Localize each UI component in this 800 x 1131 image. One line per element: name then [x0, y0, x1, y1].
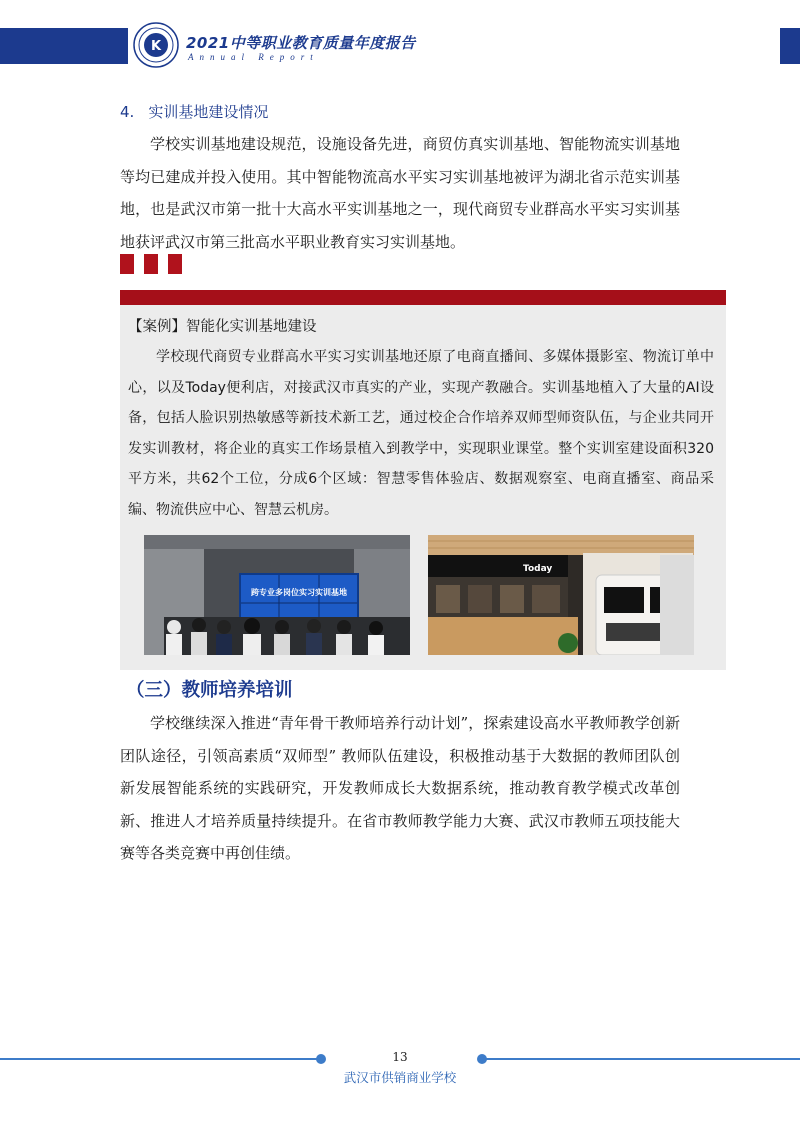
case-title: 【案例】智能化实训基地建设: [128, 319, 317, 335]
case-text: 学校现代商贸专业群高水平实习实训基地还原了电商直播间、多媒体摄影室、物流订单中心，以及Today便利店，对接武汉市真实的产业，实现产教融合。实训基地植入了大量的AI设备，包括人脸识别热敏感等新技术新工艺，通过校企合作培养双师型师资队伍，与企业共同开发实训教材，将企业的真实工作场景植入到教学中，实现职业课堂。整个实训室建设面积320平方米，共62个工位，分成6个区域：智慧零售体验店、数据观察室、电商直播室、商品采编、物流供应中心、智慧云机房。: [128, 349, 714, 518]
logo-letter: K: [150, 39, 162, 54]
page-number: 13: [392, 1050, 408, 1064]
store-photo-illustration: [428, 535, 694, 655]
section-number: 4.: [120, 103, 135, 121]
decor-square: [120, 254, 134, 274]
decor-square: [144, 254, 158, 274]
case-top-bar: [120, 290, 726, 305]
report-title: 2021中等职业教育质量年度报告: [186, 34, 416, 52]
report-subtitle: Annual Report: [188, 52, 319, 62]
teacher-training-paragraph: 学校继续深入推进“青年骨干教师培养行动计划”，探索建设高水平教师教学创新团队途径，引领高素质“双师型” 教师队伍建设，积极推动基于大数据的教师团队创新发展智能系统的实践研究，开发教师成长大数据系统，推动教育教学模式改革创新、推进人才培养质量持续提升。在省市教师教学能力大赛、武汉市教师五项技能大赛等各类竞赛中再创佳绩。: [120, 714, 680, 862]
store-photo: [428, 535, 694, 655]
case-study-box: [120, 290, 726, 670]
school-name: 武汉市供销商业学校: [343, 1070, 457, 1085]
header-bar-left: [0, 28, 128, 64]
section-heading-training-base: [120, 101, 268, 122]
school-logo-icon: [133, 22, 179, 68]
store-sign-text: Today: [523, 564, 553, 574]
section-heading-teacher-training: （三）教师培养培训: [126, 680, 293, 701]
display-wall-text: 跨专业多岗位实习实训基地: [251, 588, 347, 597]
section-title: 实训基地建设情况: [148, 103, 269, 121]
classroom-photo-illustration: [144, 535, 410, 655]
training-base-paragraph: 学校实训基地建设规范，设施设备先进，商贸仿真实训基地、智能物流实训基地等均已建成并投入使用。其中智能物流高水平实习实训基地被评为湖北省示范实训基地，也是武汉市第一批十大高水平实训基地之一，现代商贸专业群高水平实习实训基地获评武汉市第三批高水平职业教育实习实训基地。: [120, 135, 680, 251]
header-bar-right: [780, 28, 800, 64]
decor-square: [168, 254, 182, 274]
classroom-photo: [144, 535, 410, 655]
